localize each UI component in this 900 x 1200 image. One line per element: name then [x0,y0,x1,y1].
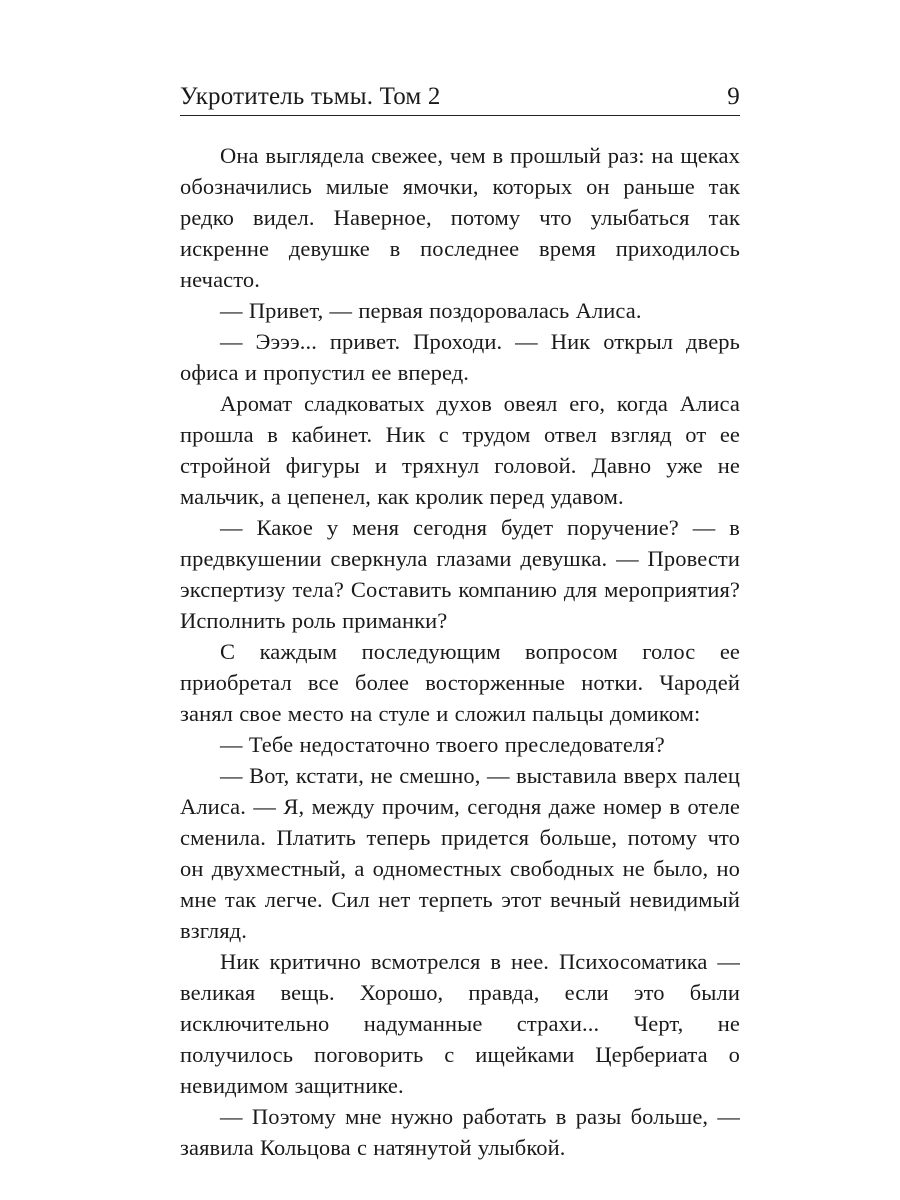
paragraph: Ник критично всмотрелся в нее. Психосоматика — великая вещь. Хорошо, правда, если это были исключительно надуманные страхи... Черт, не получилось поговорить с ищейками Цербериата о невидимом защитнике. [180,949,740,1098]
running-header [180,82,740,116]
page-number: 9 [727,83,740,110]
dialogue-line: — Какое у меня сегодня будет поручение? — в предвкушении сверкнула глазами девушка. — Провести экспертизу тела? Составить компанию для мероприятия? Исполнить роль приманки? [180,515,740,633]
book-title: Укротитель тьмы. Том 2 [180,83,441,110]
paragraph: Аромат сладковатых духов овеял его, когда Алиса прошла в кабинет. Ник с трудом отвел взгляд от ее стройной фигуры и тряхнул головой. Давно уже не мальчик, а цепенел, как кролик перед удавом. [180,391,740,509]
dialogue-line: — Тебе недостаточно твоего преследователя? [220,732,665,757]
body-text [180,140,740,1163]
paragraph: Она выглядела свежее, чем в прошлый раз: на щеках обозначились милые ямочки, которых он раньше так редко видел. Наверное, потому что улыбаться так искренне девушке в последнее время приходилось нечасто. [180,143,740,292]
dialogue-line: — Привет, — первая поздоровалась Алиса. [220,298,642,323]
dialogue-line: — Ээээ... привет. Проходи. — Ник открыл дверь офиса и пропустил ее вперед. [180,329,740,385]
dialogue-line: — Поэтому мне нужно работать в разы больше, — заявила Кольцова с натянутой улыбкой. [180,1104,740,1160]
dialogue-line: — Вот, кстати, не смешно, — выставила вверх палец Алиса. — Я, между прочим, сегодня даже номер в отеле сменила. Платить теперь придется больше, потому что он двухместный, а одноместных свободных не было, но мне так легче. Сил нет терпеть этот вечный невидимый взгляд. [180,763,740,943]
paragraph: С каждым последующим вопросом голос ее приобретал все более восторженные нотки. Чародей занял свое место на стуле и сложил пальцы домиком: [180,639,740,726]
